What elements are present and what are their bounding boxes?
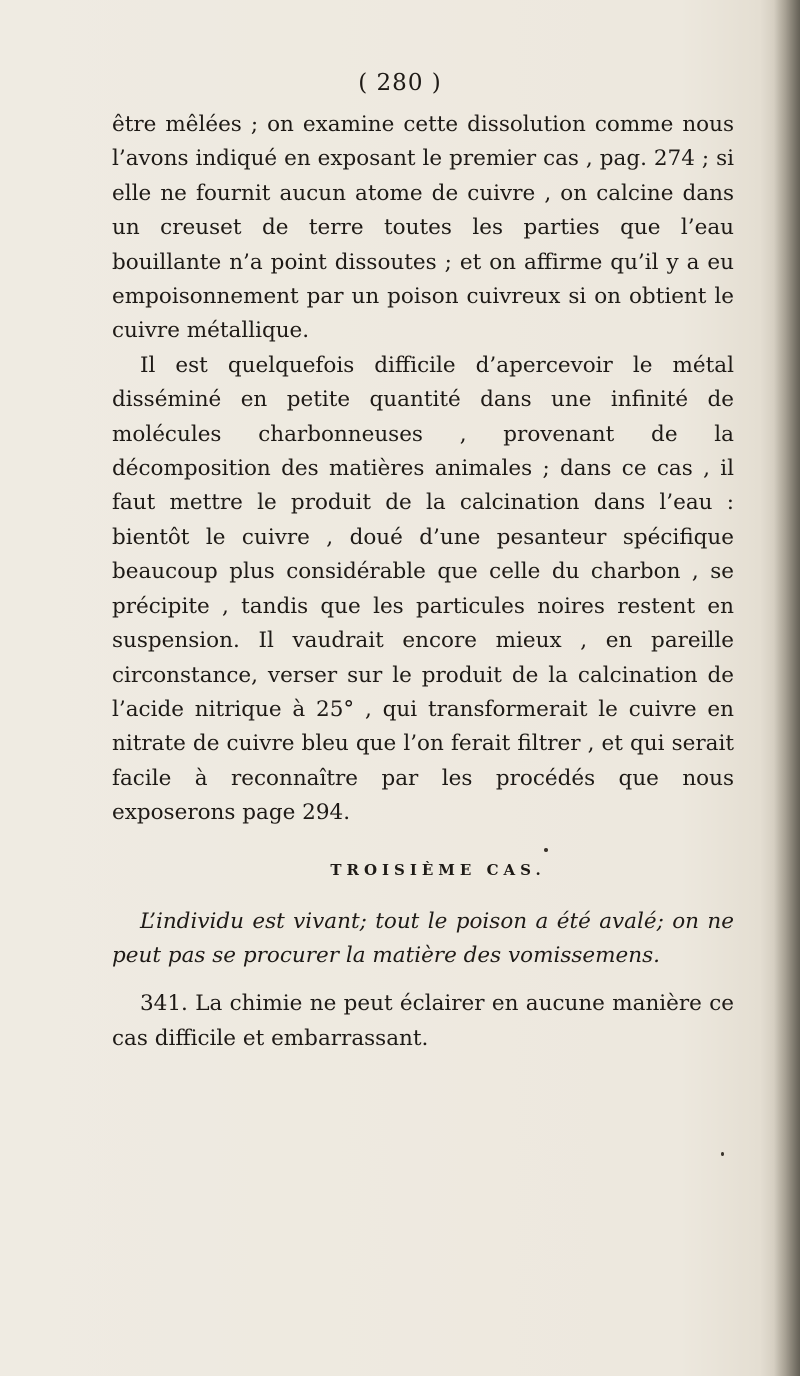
case-statement: L’individu est vivant; tout le poison a été avalé; on ne peut pas se procurer la matière des vomissemens.: [112, 908, 734, 968]
ink-speck: [721, 1152, 724, 1156]
page-number: ( 280 ): [358, 70, 442, 96]
paragraph-calcination: Il est quelquefois difficile d’apercevoir le métal disséminé en petite quantité dans une infinité de molécules charbonneuses , provenant de la décomposition des matières animales ; dans ce cas , il faut mettre le produit de la calcination dans l’eau : bientôt le cuivre , doué d’une pesanteur spécifique beaucoup plus considérable que celle du charbon , se précipite , tandis que les particules noires restent en suspension. Il vaudrait encore mieux , en pareille circonstance, verser sur le produit de la calcination de l’acide nitrique à 25° , qui transformerait le cuivre en nitrate de cuivre bleu que l’on ferait filtrer , et qui serait facile à reconnaître par les procédés que nous exposerons page 294.: [112, 352, 734, 826]
page-edge-shadow: [774, 0, 800, 1376]
paragraph-continuation: être mêlées ; on examine cette dissolution comme nous l’avons indiqué en exposant le premier cas , pag. 274 ; si elle ne fournit aucun atome de cuivre , on calcine dans un creuset de terre toutes les parties que l’eau bouillante n’a point dissoutes ; et on affirme qu’il y a eu empoisonnement par un poison cuivreux si on obtient le cuivre métallique.: [112, 112, 734, 344]
closing-paragraph: 341. La chimie ne peut éclairer en aucune manière ce cas difficile et embarrassant.: [112, 991, 734, 1051]
section-heading: TROISIÈME CAS.: [330, 860, 546, 879]
ink-speck: [544, 848, 548, 852]
page-body: [112, 108, 734, 1056]
